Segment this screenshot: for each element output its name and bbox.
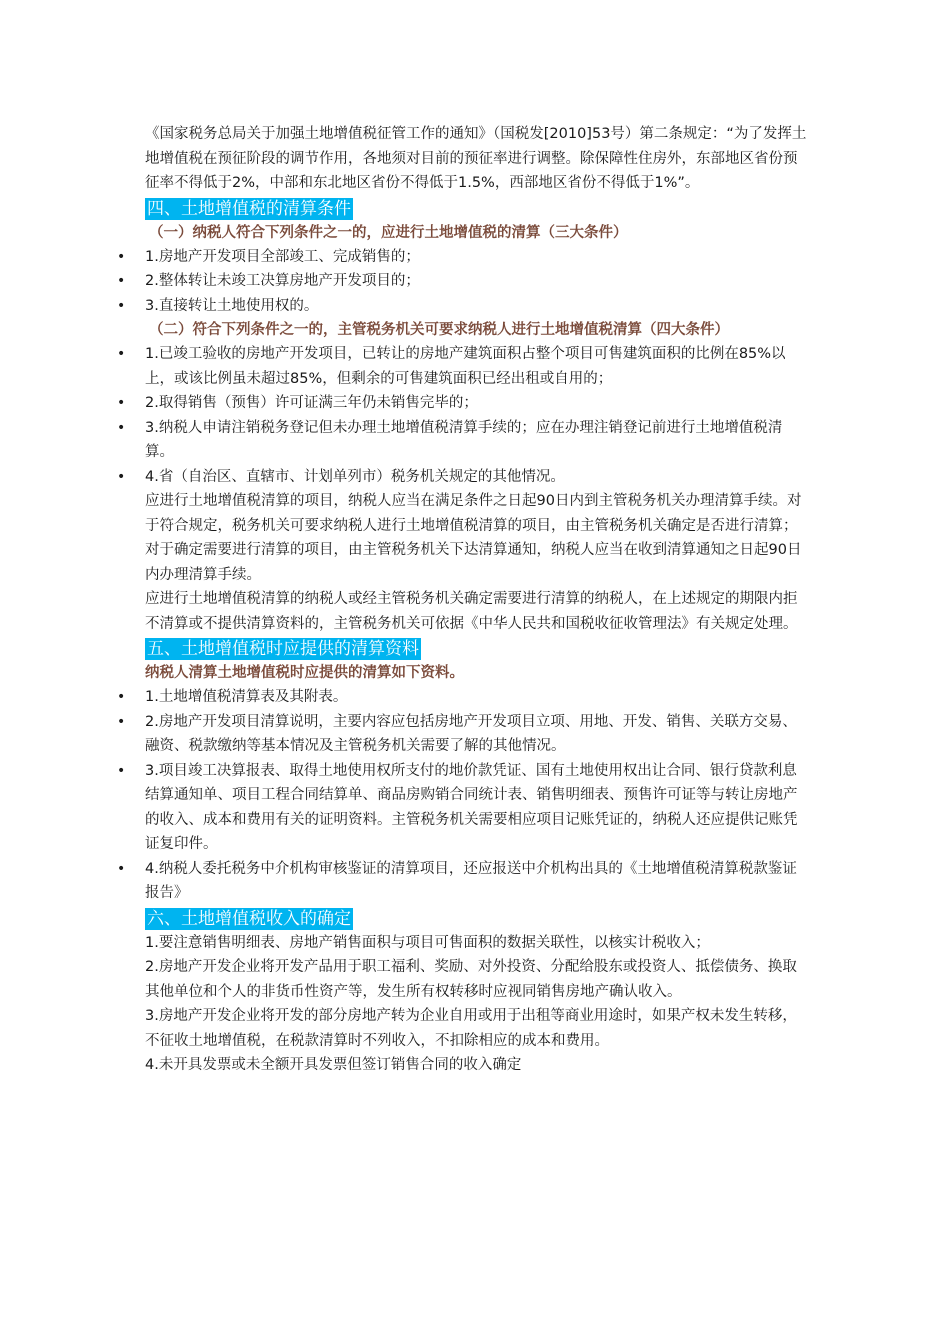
- document-body: [117, 122, 810, 1078]
- list-item: [117, 294, 810, 319]
- section-6-item: 2.房地产开发企业将开发产品用于职工福利、奖励、对外投资、分配给股东或投资人、抵偿债务、换取其他单位和个人的非货币性资产等，发生所有权转移时应视同销售房地产确认收入。: [145, 959, 797, 1000]
- bullet-icon: •: [117, 860, 126, 877]
- section-6: [145, 906, 810, 1078]
- list-item: [117, 342, 810, 391]
- bullet-icon: •: [117, 419, 126, 436]
- list-item: [117, 391, 810, 416]
- section-6-item: 1.要注意销售明细表、房地产销售面积与项目可售面积的数据关联性，以核实计税收入；: [145, 934, 710, 951]
- section-4: [117, 196, 810, 637]
- list-item-text: 2.整体转让未竣工决算房地产开发项目的；: [145, 273, 420, 289]
- list-item: [117, 269, 810, 294]
- section-6-item: 4.未开具发票或未全额开具发票但签订销售合同的收入确定: [145, 1057, 522, 1073]
- list-item: [117, 710, 810, 759]
- bullet-icon: •: [117, 395, 126, 411]
- section-4-list-1: [117, 245, 810, 319]
- section-4-subheading-1: （一）纳税人符合下列条件之一的，应进行土地增值税的清算（三大条件）: [149, 224, 628, 241]
- list-item: [117, 759, 810, 857]
- bullet-icon: •: [117, 689, 126, 705]
- list-item: [117, 245, 810, 270]
- list-item: [117, 685, 810, 710]
- list-item-text: 1.土地增值税清算表及其附表。: [145, 689, 348, 705]
- list-item-text: 3.直接转让土地使用权的。: [145, 297, 319, 314]
- bullet-icon: •: [117, 468, 126, 485]
- bullet-icon: •: [117, 248, 126, 265]
- list-item-text: 2.房地产开发项目清算说明，主要内容应包括房地产开发项目立项、用地、开发、销售、关联方交易、融资、税款缴纳等基本情况及主管税务机关需要了解的其他情况。: [145, 713, 797, 754]
- section-6-heading: 六、土地增值税收入的确定: [147, 908, 351, 929]
- list-item-text: 4.纳税人委托税务中介机构审核鉴证的清算项目，还应报送中介机构出具的《土地增值税清算税款鉴证报告》: [145, 860, 797, 901]
- section-5-heading: 五、土地增值税时应提供的清算资料: [147, 639, 419, 659]
- section-5-list: [117, 685, 810, 906]
- bullet-icon: •: [117, 297, 126, 314]
- bullet-icon: •: [117, 273, 126, 289]
- section-4-paragraph-1: 应进行土地增值税清算的项目，纳税人应当在满足条件之日起90日内到主管税务机关办理清算手续。对于符合规定，税务机关可要求纳税人进行土地增值税清算的项目，由主管税务机关确定是否进行清算；对于确定需要进行清算的项目，由主管税务机关下达清算通知，纳税人应当在收到清算通知之日起90日内办理清算手续。: [145, 493, 802, 583]
- bullet-icon: •: [117, 713, 126, 730]
- section-6-item: 3.房地产开发企业将开发的部分房地产转为企业自用或用于出租等商业用途时，如果产权未发生转移，不征收土地增值税，在税款清算时不列收入，不扣除相应的成本和费用。: [145, 1008, 797, 1049]
- list-item-text: 3.项目竣工决算报表、取得土地使用权所支付的地价款凭证、国有土地使用权出让合同、银行贷款利息结算通知单、项目工程合同结算单、商品房购销合同统计表、销售明细表、预售许可证等与转让房地产的收入、成本和费用有关的证明资料。主管税务机关需要相应项目记账凭证的，纳税人还应提供记账凭证复印件。: [145, 762, 798, 852]
- section-4-paragraph-2: 应进行土地增值税清算的纳税人或经主管税务机关确定需要进行清算的纳税人，在上述规定的期限内拒不清算或不提供清算资料的，主管税务机关可依据《中华人民共和国税收征收管理法》有关规定处理。: [145, 591, 798, 632]
- list-item-text: 1.房地产开发项目全部竣工、完成销售的；: [145, 248, 420, 265]
- section-4-subheading-2: （二）符合下列条件之一的，主管税务机关可要求纳税人进行土地增值税清算（四大条件）: [149, 322, 729, 338]
- list-item: [117, 857, 810, 906]
- bullet-icon: •: [117, 346, 126, 362]
- intro-paragraph: 《国家税务总局关于加强土地增值税征管工作的通知》（国税发[2010]53号）第二条规定：“为了发挥土地增值税在预征阶段的调节作用，各地须对目前的预征率进行调整。除保障性住房外，东部地区省份预征率不得低于2%，中部和东北地区省份不得低于1.5%，西部地区省份不得低于1%”。: [145, 126, 807, 191]
- list-item: [117, 416, 810, 465]
- list-item-text: 4.省（自治区、直辖市、计划单列市）税务机关规定的其他情况。: [145, 468, 565, 485]
- section-5-subheading: 纳税人清算土地增值税时应提供的清算如下资料。: [145, 665, 464, 681]
- section-4-list-2: [117, 342, 810, 489]
- list-item: [117, 465, 810, 490]
- section-4-heading: 四、土地增值税的清算条件: [147, 198, 351, 219]
- section-5: [117, 636, 810, 906]
- list-item-text: 2.取得销售（预售）许可证满三年仍未销售完毕的；: [145, 395, 478, 411]
- bullet-icon: •: [117, 762, 126, 779]
- list-item-text: 1.已竣工验收的房地产开发项目，已转让的房地产建筑面积占整个项目可售建筑面积的比例在85%以上，或该比例虽未超过85%，但剩余的可售建筑面积已经出租或自用的；: [145, 346, 786, 387]
- list-item-text: 3.纳税人申请注销税务登记但未办理土地增值税清算手续的；应在办理注销登记前进行土地增值税清算。: [145, 419, 783, 460]
